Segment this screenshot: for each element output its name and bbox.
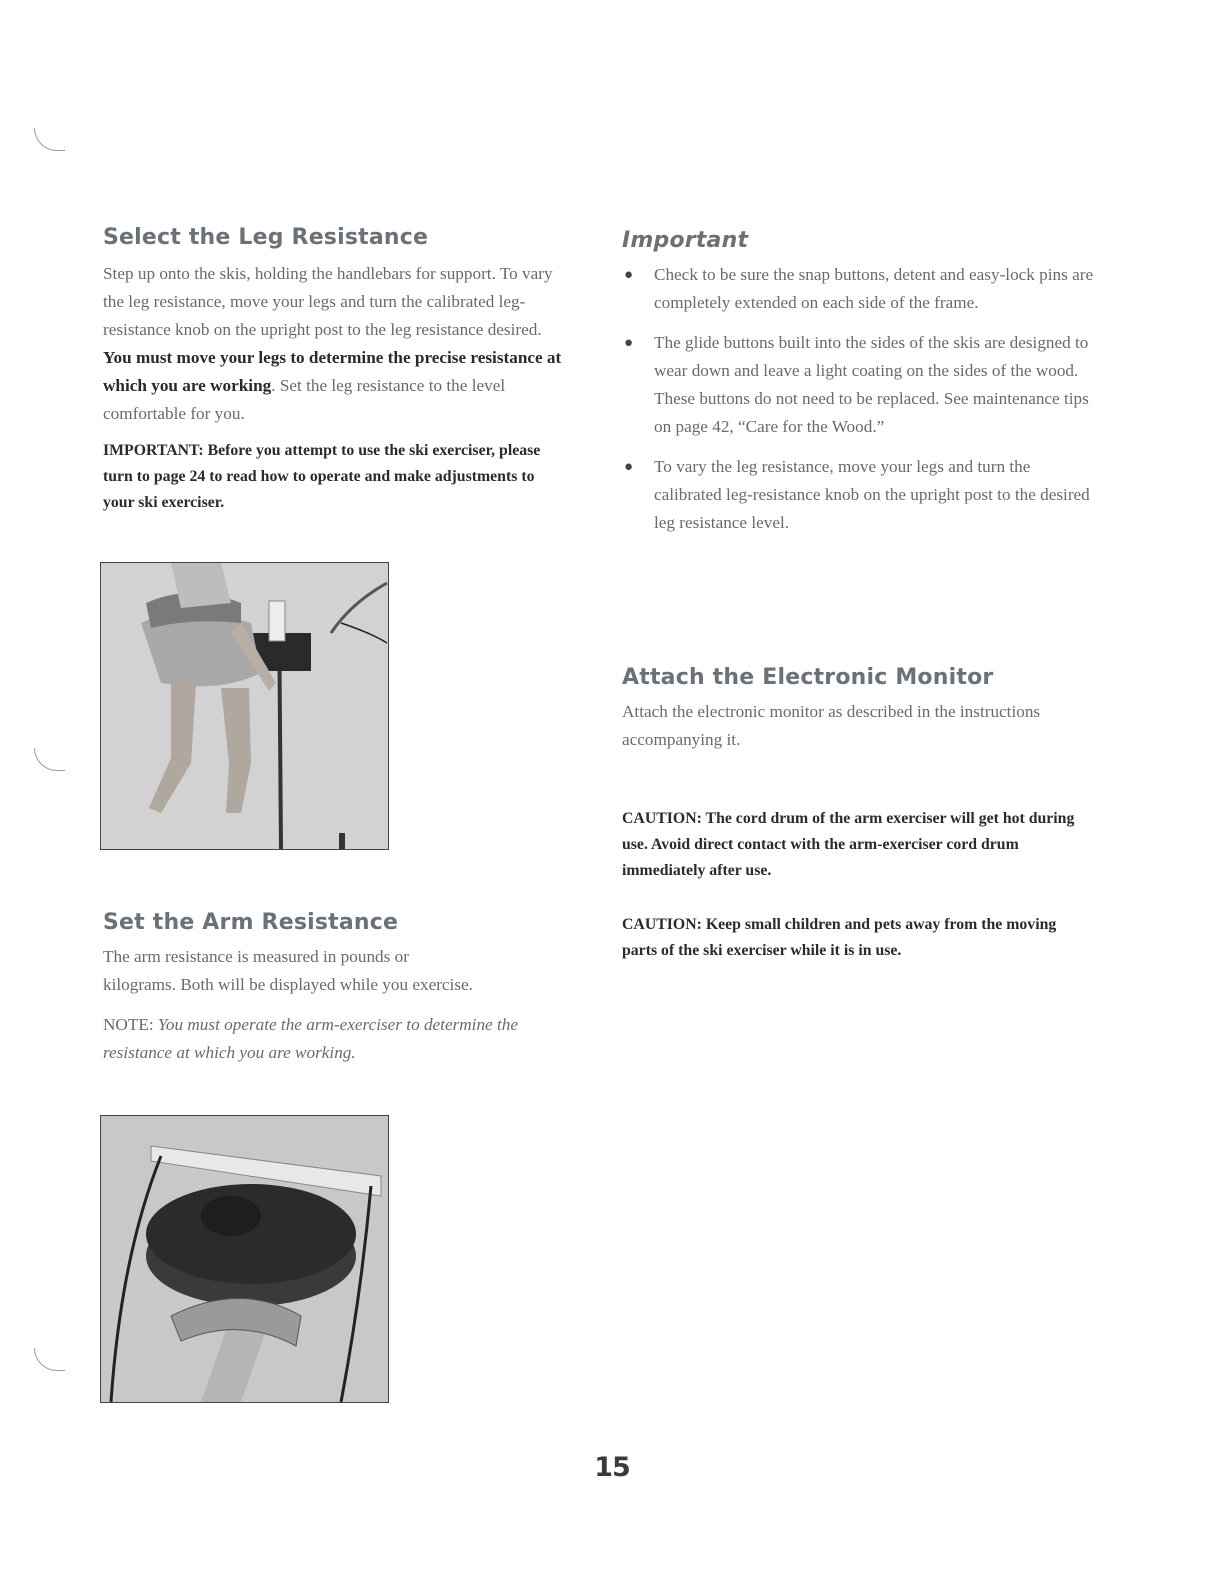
- important-heading: Important: [622, 228, 749, 253]
- important-bullet-text: Check to be sure the snap buttons, detent and easy-lock pins are completely extended on each side of the frame.: [654, 265, 1094, 312]
- caution-hot-drum: CAUTION: The cord drum of the arm exerciser will get hot during use. Avoid direct contact with the arm-exerciser cord drum immediately after use.: [622, 810, 1075, 879]
- leg-resistance-paragraph: [103, 260, 563, 428]
- monitor-paragraph: Attach the electronic monitor as described in the instructions accompanying it.: [622, 702, 1041, 749]
- binder-hole-mark-bottom: [34, 1348, 65, 1371]
- important-notice: IMPORTANT: Before you attempt to use the ski exerciser, please turn to page 24 to read how to operate and make adjustments to your ski exerciser.: [103, 442, 541, 511]
- leg-resistance-photo-illustration: [101, 563, 388, 849]
- important-bullet-item: [622, 329, 1097, 441]
- leg-resistance-bold-text: You must move your legs to determine the precise resistance at which you are working: [103, 348, 562, 395]
- note-text: You must operate the arm-exerciser to determine the resistance at which you are working.: [103, 1015, 518, 1062]
- important-bullet-item: [622, 261, 1097, 317]
- leg-resistance-text-2: . Set the leg resistance to the level comfortable for you.: [103, 376, 506, 423]
- binder-hole-mark-middle: [34, 748, 65, 771]
- arm-resistance-paragraph: The arm resistance is measured in pounds or kilograms. Both will be displayed while you exercise.: [103, 947, 473, 994]
- important-bullet-list: [622, 261, 1097, 537]
- important-bullet-item: [622, 453, 1097, 537]
- arm-resistance-photo: [100, 1115, 389, 1403]
- bullet-icon: ●: [624, 459, 634, 475]
- arm-resistance-photo-illustration: [101, 1116, 388, 1402]
- arm-resistance-section: [103, 910, 543, 1067]
- leg-resistance-text-1: Step up onto the skis, holding the handlebars for support. To vary the leg resistance, move your legs and turn the calibrated leg-resistance knob on the upright post to the leg resistance desired.: [103, 264, 553, 339]
- leg-resistance-photo: [100, 562, 389, 850]
- leg-resistance-heading: Select the Leg Resistance: [103, 225, 429, 250]
- page-number: 15: [594, 1452, 630, 1483]
- important-bullet-text: To vary the leg resistance, move your legs and turn the calibrated leg-resistance knob on the upright post to the desired leg resistance level.: [654, 457, 1090, 532]
- note-label: NOTE:: [103, 1015, 158, 1034]
- monitor-section: [622, 665, 1062, 754]
- caution-children-pets: CAUTION: Keep small children and pets away from the moving parts of the ski exerciser while it is in use.: [622, 916, 1057, 959]
- cautions-section: [622, 806, 1092, 964]
- important-bullet-text: The glide buttons built into the sides of the skis are designed to wear down and leave a light coating on the sides of the wood. These buttons do not need to be replaced. See maintenance tips on page 42, “Care for the Wood.”: [654, 333, 1089, 436]
- monitor-heading: Attach the Electronic Monitor: [622, 665, 994, 690]
- arm-resistance-note: [103, 1011, 543, 1067]
- bullet-icon: ●: [624, 267, 634, 283]
- arm-resistance-heading: Set the Arm Resistance: [103, 910, 399, 935]
- leg-resistance-section: [103, 225, 563, 516]
- binder-hole-mark-top: [34, 128, 65, 151]
- important-section: [622, 228, 1097, 549]
- bullet-icon: ●: [624, 335, 634, 351]
